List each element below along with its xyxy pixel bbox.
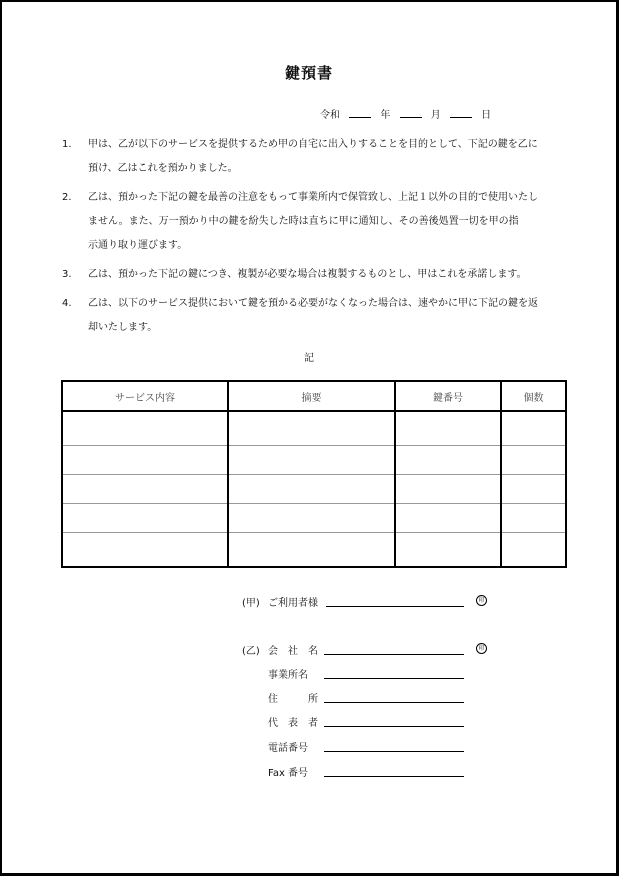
- seal-mark-icon: 印: [476, 595, 487, 606]
- fax-line[interactable]: [324, 776, 464, 777]
- table-cell[interactable]: [228, 411, 395, 445]
- table-cell[interactable]: [395, 445, 501, 474]
- table-cell[interactable]: [501, 445, 566, 474]
- party-a-name-line[interactable]: [326, 606, 464, 607]
- header-summary: 摘要: [228, 381, 395, 411]
- date-month-label: 月: [430, 110, 441, 121]
- representative-line[interactable]: [324, 726, 464, 727]
- header-service: サービス内容: [62, 381, 228, 411]
- party-a-tag: (甲): [242, 598, 260, 609]
- table-cell[interactable]: [62, 504, 228, 533]
- clause-line: ません。また、万一預かり中の鍵を紛失した時は直ちに甲に通知し、その善後処置一切を甲の指: [88, 216, 519, 227]
- clause-line: 預け、乙はこれを預かりました。: [88, 163, 238, 174]
- date-day-blank: [450, 108, 472, 118]
- table-row: [62, 533, 566, 567]
- party-b-tag: (乙): [242, 646, 260, 657]
- clause-line: 乙は、預かった下記の鍵につき、複製が必要な場合は複製するものとし、甲はこれを承諾します。: [88, 269, 527, 280]
- clause-list: [59, 133, 579, 345]
- phone-label: 電話番号: [268, 743, 308, 754]
- table-cell[interactable]: [228, 533, 395, 567]
- address-line[interactable]: [324, 702, 464, 703]
- clause-line: 乙は、以下のサービス提供において鍵を預かる必要がなくなった場合は、速やかに甲に下記の鍵を返: [88, 298, 538, 309]
- clause-1: [59, 133, 579, 181]
- date-month-blank: [400, 108, 422, 118]
- table-row: [62, 445, 566, 474]
- table-cell[interactable]: [228, 504, 395, 533]
- address-row: [242, 690, 502, 706]
- table-row: [62, 474, 566, 503]
- clause-number: 1.: [62, 139, 72, 150]
- key-items-table: [61, 380, 567, 568]
- office-name-label: 事業所名: [268, 670, 308, 681]
- table-cell[interactable]: [501, 504, 566, 533]
- clause-line: 甲は、乙が以下のサービスを提供するため甲の自宅に出入りすることを目的として、下記の鍵を乙に: [88, 139, 538, 150]
- table-cell[interactable]: [501, 474, 566, 503]
- address-label: 住 所: [268, 694, 318, 705]
- phone-line[interactable]: [324, 751, 464, 752]
- table-cell[interactable]: [501, 411, 566, 445]
- party-b-row: [242, 642, 502, 658]
- representative-row: [242, 714, 502, 730]
- fax-label: Fax 番号: [268, 768, 309, 779]
- date-year-label: 年: [380, 110, 391, 121]
- date-day-label: 日: [481, 110, 492, 121]
- table-cell[interactable]: [62, 411, 228, 445]
- table-row: [62, 504, 566, 533]
- party-a-row: [242, 594, 502, 610]
- table-cell[interactable]: [228, 445, 395, 474]
- table-row: [62, 411, 566, 445]
- table-cell[interactable]: [62, 533, 228, 567]
- table-header-row: [62, 381, 566, 411]
- party-a-label: ご利用者様: [268, 598, 318, 609]
- representative-label: 代 表 者: [268, 718, 318, 729]
- clause-2: [59, 186, 579, 258]
- table-cell[interactable]: [62, 445, 228, 474]
- ki-heading: 記: [304, 353, 314, 364]
- table-cell[interactable]: [395, 533, 501, 567]
- date-year-blank: [349, 108, 371, 118]
- clause-line: 示通り取り運びます。: [88, 240, 188, 251]
- clause-3: [59, 263, 579, 287]
- office-name-line[interactable]: [324, 678, 464, 679]
- table-cell[interactable]: [228, 474, 395, 503]
- table-cell[interactable]: [62, 474, 228, 503]
- office-name-row: [242, 666, 502, 682]
- company-name-label: 会 社 名: [268, 646, 318, 657]
- seal-mark-icon: 印: [476, 643, 487, 654]
- clause-4: [59, 292, 579, 340]
- table-cell[interactable]: [395, 504, 501, 533]
- document-title: 鍵預書: [284, 64, 333, 82]
- phone-row: [242, 739, 502, 755]
- company-name-line[interactable]: [324, 654, 464, 655]
- date-era: 令和: [320, 110, 340, 121]
- fax-row: [242, 764, 502, 780]
- clause-number: 3.: [62, 269, 72, 280]
- clause-line: 乙は、預かった下記の鍵を最善の注意をもって事業所内で保管致し、上記１以外の目的で使用いたし: [88, 192, 538, 203]
- table-cell[interactable]: [501, 533, 566, 567]
- date-line: [320, 106, 493, 121]
- clause-line: 却いたします。: [88, 322, 158, 333]
- clause-number: 2.: [62, 192, 72, 203]
- clause-number: 4.: [62, 298, 72, 309]
- table-cell[interactable]: [395, 474, 501, 503]
- header-key-number: 鍵番号: [395, 381, 501, 411]
- header-quantity: 個数: [501, 381, 566, 411]
- table-cell[interactable]: [395, 411, 501, 445]
